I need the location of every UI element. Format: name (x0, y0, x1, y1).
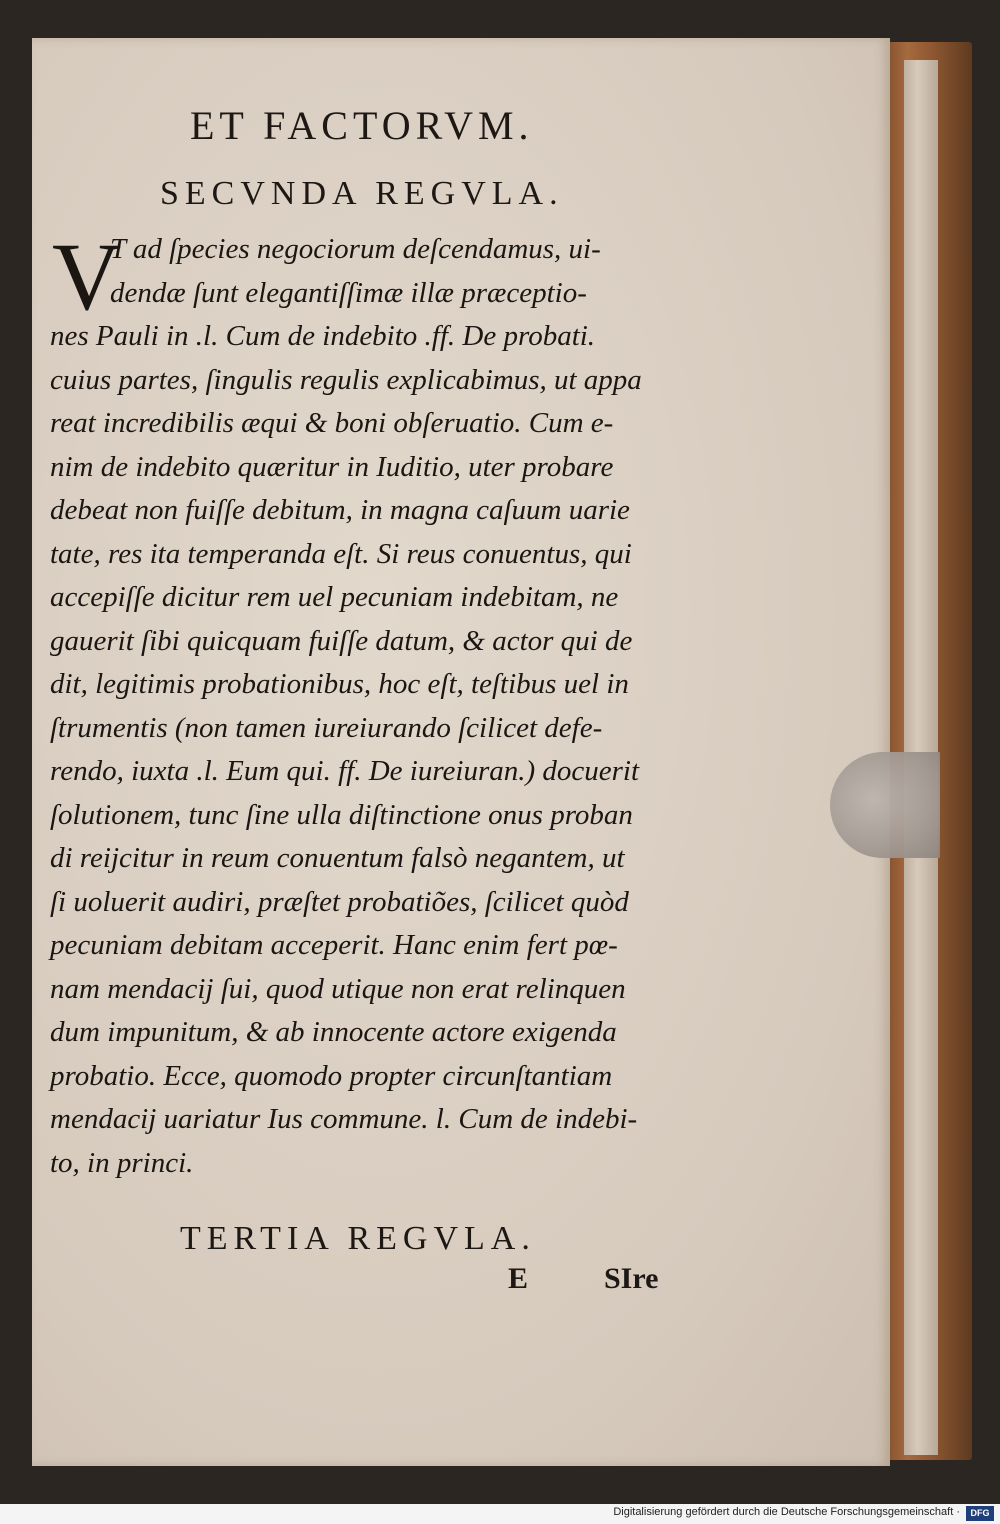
text-line: pecuniam debitam acceperit. Hanc enim fert pœ- (50, 929, 618, 961)
text-line: gauerit ſibi quicquam fuiſſe datum, & actor qui de (50, 624, 633, 657)
footer-bar (0, 1504, 1000, 1524)
text-line: nes Pauli in .l. Cum de indebito .ff. De probati. (50, 320, 596, 352)
footer-credit: Digitalisierung gefördert durch die Deutsche Forschungsgemeinschaft · (613, 1506, 960, 1518)
text-line: ſolutionem, tunc ſine ulla diſtinctione onus proban (50, 798, 633, 831)
text-line: cuius partes, ſingulis regulis explicabimus, ut appa (50, 363, 642, 396)
text-line: probatio. Ecce, quomodo propter circunſtantiam (50, 1059, 613, 1092)
section-title-next: TERTIA REGVLA. (180, 1220, 536, 1257)
text-line: tate, res ita temperanda eſt. Si reus conuentus, qui (50, 537, 632, 570)
signature-mark: E (508, 1262, 529, 1295)
drop-cap: V (52, 223, 122, 330)
text-line: accepiſſe dicitur rem uel pecuniam indebitam, ne (50, 581, 619, 613)
text-line: mendacij uariatur Ius commune. l. Cum de indebi- (50, 1103, 638, 1135)
text-line: debeat non fuiſſe debitum, in magna caſuum uarie (50, 494, 630, 526)
text-line: ſtrumentis (non tamen iureiurando ſcilicet defe- (50, 711, 603, 744)
text-line: di reijcitur in reum conuentum falsò negantem, ut (50, 842, 625, 874)
text-line: nam mendacij ſui, quod utique non erat relinquen (50, 972, 626, 1005)
text-line: dendæ ſunt elegantiſſimæ illæ præceptio- (110, 276, 587, 309)
catchword: SIre (604, 1262, 659, 1295)
text-line: to, in princi. (50, 1146, 194, 1179)
body-text (50, 223, 680, 1185)
text-line: reat incredibilis æqui & boni obſeruatio. Cum e- (50, 407, 614, 439)
text-line: dum impunitum, & ab innocente actore exigenda (50, 1016, 617, 1048)
section-title: SECVNDA REGVLA. (160, 175, 564, 212)
page-clip (830, 752, 940, 858)
text-line: ſi uoluerit audiri, præſtet probatiões, ſcilicet quòd (50, 885, 629, 918)
text-line: rendo, iuxta .l. Eum qui. ff. De iureiuran.) docuerit (50, 755, 640, 787)
text-line: T ad ſpecies negociorum deſcendamus, ui- (110, 233, 601, 265)
text-line: dit, legitimis probationibus, hoc eſt, teſtibus uel in (50, 668, 629, 700)
text-line: nim de indebito quæritur in Iuditio, uter probare (50, 450, 614, 483)
running-head: ET FACTORVM. (190, 103, 534, 148)
dfg-logo[interactable]: DFG (966, 1506, 994, 1521)
